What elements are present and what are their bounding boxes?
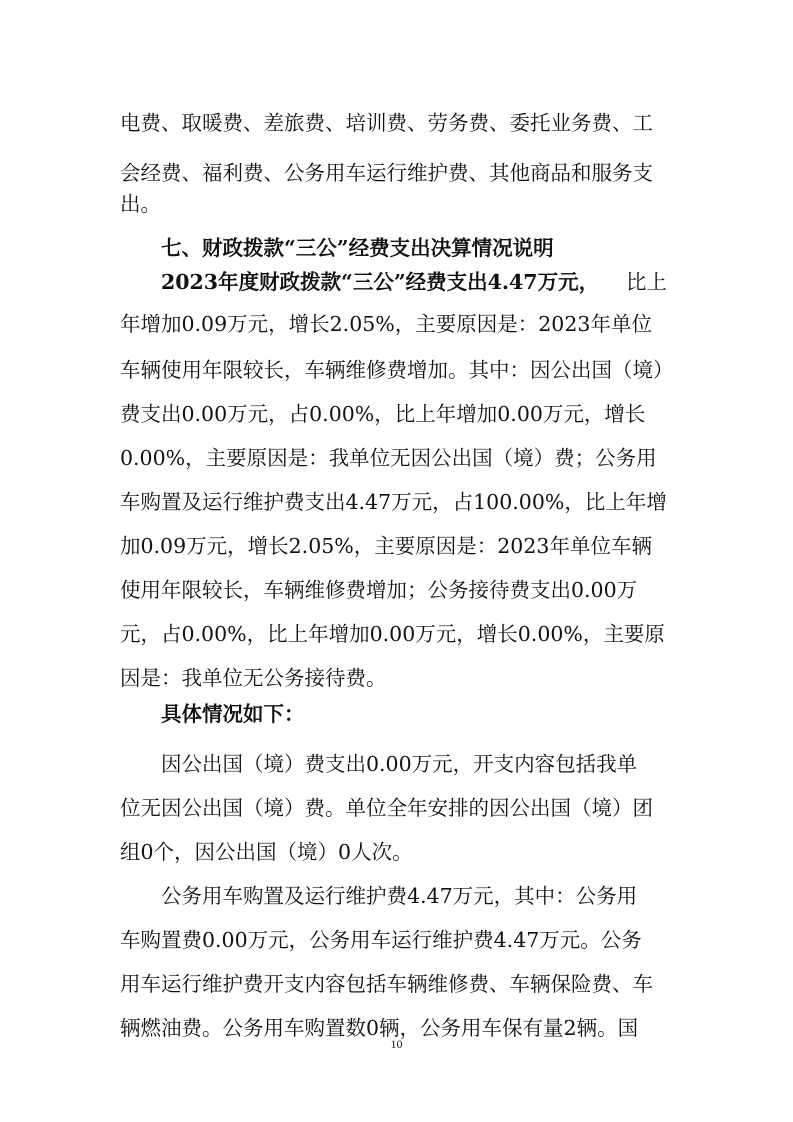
body-text-line: 组0个，因公出国（境）0人次。 — [120, 840, 413, 864]
body-text-line: 电费、取暖费、差旅费、培训费、劳务费、委托业务费、工 — [120, 111, 653, 135]
body-text-line: 车辆使用年限较长，车辆维修费增加。其中：因公出国（境） — [120, 358, 674, 382]
body-text-line: 0.00%，主要原因是：我单位无因公出国（境）费；公务用 — [120, 446, 657, 470]
body-text-line: 用车运行维护费开支内容包括车辆维修费、车辆保险费、车 — [120, 972, 653, 996]
body-text-line: 年增加0.09万元，增长2.05%，主要原因是：2023年单位 — [120, 312, 652, 336]
body-text-line: 公务用车购置及运行维护费4.47万元，其中：公务用 — [161, 884, 638, 908]
body-text-line: 出。 — [120, 192, 161, 216]
body-text-line: 加0.09万元，增长2.05%，主要原因是：2023年单位车辆 — [120, 534, 652, 558]
page-number: 10 — [390, 1037, 403, 1051]
body-text-line: 比上 — [626, 270, 667, 294]
body-text-line: 会经费、福利费、公务用车运行维护费、其他商品和服务支 — [120, 161, 653, 185]
summary-heading-bold: 2023年度财政拨款“三公”经费支出4.47万元， — [161, 270, 600, 294]
subsection-heading: 具体情况如下： — [161, 702, 305, 726]
body-text-line: 因是：我单位无公务接待费。 — [120, 666, 387, 690]
body-text-line: 位无因公出国（境）费。单位全年安排的因公出国（境）团 — [120, 796, 653, 820]
body-text-line: 车购置及运行维护费支出4.47万元，占100.00%，比上年增 — [120, 490, 667, 514]
section-heading: 七、财政拨款“三公”经费支出决算情况说明 — [161, 236, 554, 260]
body-text-line: 辆燃油费。公务用车购置数0辆，公务用车保有量2辆。国 — [120, 1016, 639, 1040]
body-text-line: 车购置费0.00万元，公务用车运行维护费4.47万元。公务 — [120, 928, 642, 952]
body-text-line: 费支出0.00万元，占0.00%，比上年增加0.00万元，增长 — [120, 402, 646, 426]
body-text-line: 使用年限较长，车辆维修费增加；公务接待费支出0.00万 — [120, 578, 638, 602]
body-text-line: 因公出国（境）费支出0.00万元，开支内容包括我单 — [161, 752, 638, 776]
body-text-line: 元，占0.00%，比上年增加0.00万元，增长0.00%，主要原 — [120, 622, 665, 646]
